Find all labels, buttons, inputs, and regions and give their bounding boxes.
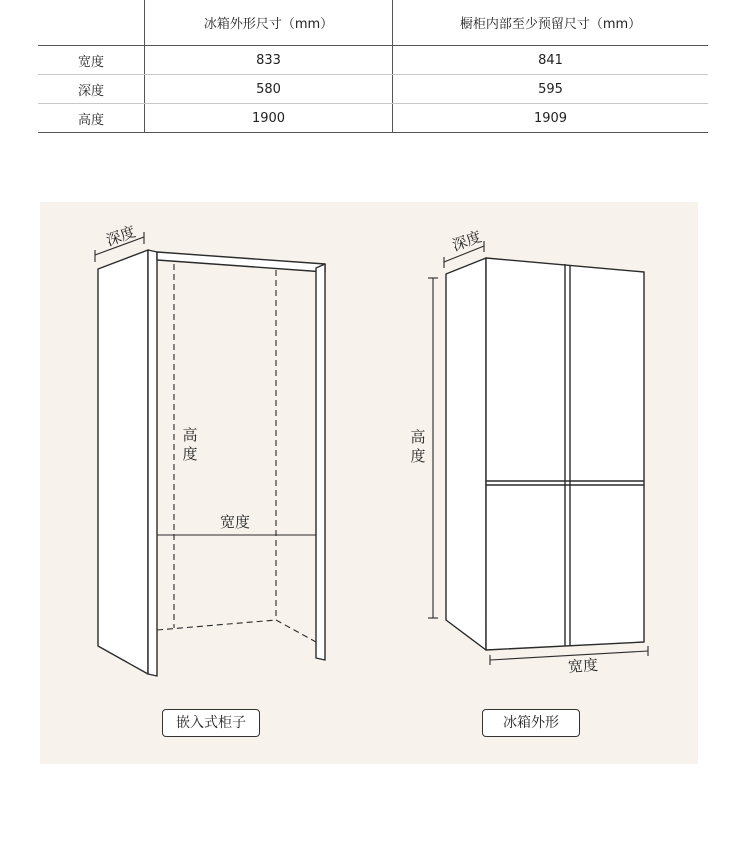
- row-label: 高度: [38, 104, 145, 133]
- row-label: 宽度: [38, 46, 145, 75]
- cabinet-value: 841: [393, 46, 709, 75]
- cabinet-drawing: [95, 232, 325, 676]
- dimension-table: [38, 0, 708, 133]
- cabinet-hidden-edges: [157, 264, 316, 642]
- fridge-width-label: 宽度: [567, 655, 599, 677]
- table-header-row: [38, 0, 708, 46]
- row-label: 深度: [38, 75, 145, 104]
- cabinet-right-side-panel: [316, 264, 325, 660]
- fridge-left-side: [446, 258, 486, 650]
- header-fridge-size: 冰箱外形尺寸（mm）: [145, 0, 393, 46]
- diagram-drawing: [40, 202, 698, 764]
- table-row: [38, 46, 708, 75]
- cabinet-value: 1909: [393, 104, 709, 133]
- cabinet-value: 595: [393, 75, 709, 104]
- cabinet-top-panel: [157, 252, 325, 272]
- fridge-height-label: 高度: [410, 428, 426, 465]
- fridge-drawing: [428, 241, 648, 665]
- header-cabinet-size: 橱柜内部至少预留尺寸（mm）: [393, 0, 709, 46]
- table-row: [38, 104, 708, 133]
- table-row: [38, 75, 708, 104]
- cabinet-height-label: 高度: [182, 426, 198, 463]
- fridge-depth-label: 深度: [449, 227, 485, 255]
- fridge-caption-tag: 冰箱外形: [482, 709, 580, 737]
- cabinet-depth-label: 深度: [103, 222, 139, 250]
- cabinet-caption-tag: 嵌入式柜子: [162, 709, 260, 737]
- fridge-value: 1900: [145, 104, 393, 133]
- cabinet-front-edge: [148, 250, 157, 676]
- cabinet-left-side-panel: [98, 250, 148, 674]
- fridge-value: 580: [145, 75, 393, 104]
- diagram-panel: [40, 202, 698, 764]
- header-empty: [38, 0, 145, 46]
- fridge-value: 833: [145, 46, 393, 75]
- cabinet-width-label: 宽度: [220, 513, 251, 531]
